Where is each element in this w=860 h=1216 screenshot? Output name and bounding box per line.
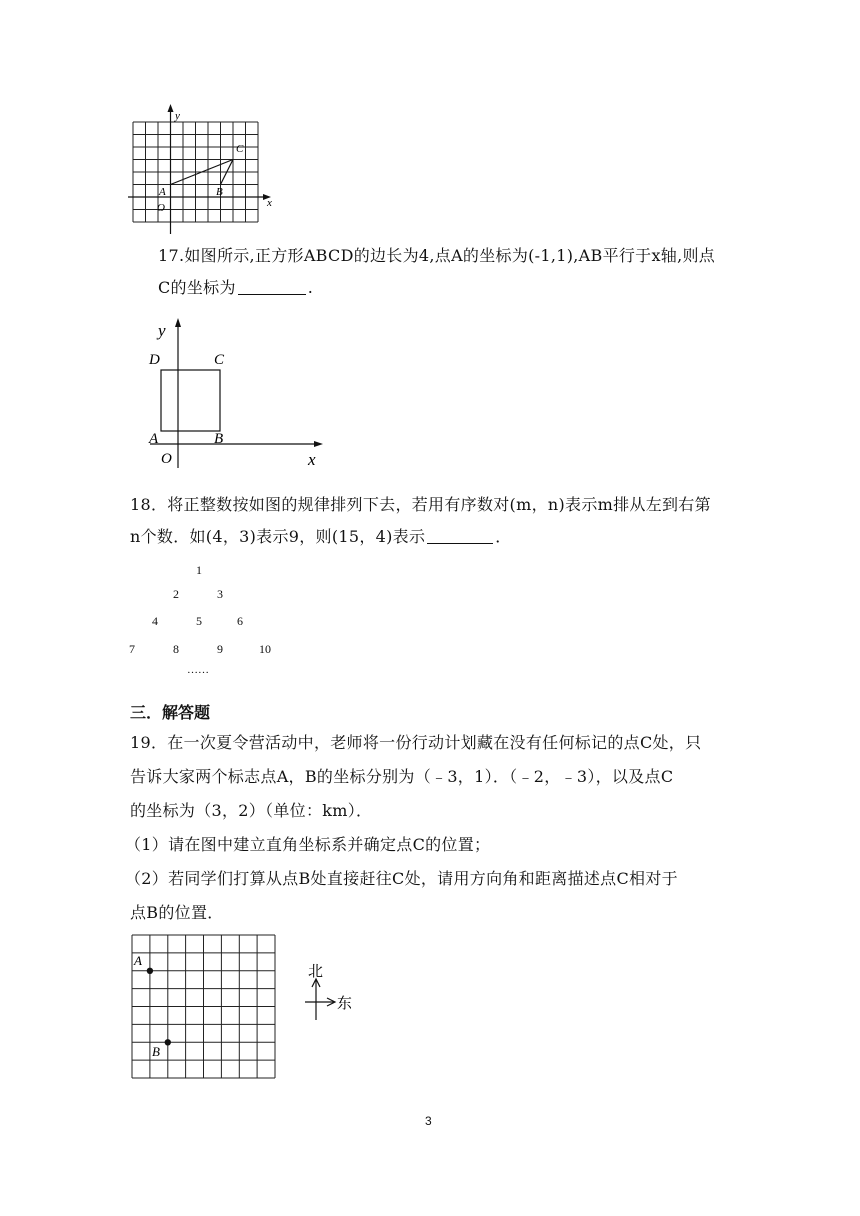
point-a-label: A: [134, 953, 142, 968]
point-d-label: D: [149, 352, 160, 368]
question-17-line1: 17.如图所示,正方形ABCD的边长为4,点A的坐标为(-1,1),AB平行于x轴,则点: [158, 246, 716, 265]
point-b-label: B: [216, 186, 223, 198]
point-c-label: C: [214, 352, 225, 368]
origin-label: O: [157, 202, 165, 214]
point-b-label: B: [214, 431, 224, 447]
triangle-number: 6: [237, 614, 243, 628]
east-label: 东: [337, 994, 353, 1012]
question-19-sub2-line2: 点B的位置．: [130, 903, 224, 922]
triangle-number: 8: [173, 642, 179, 656]
question-19-sub2-line1: （2）若同学们打算从点B处直接赶往C处，请用方向角和距离描述点C相对于: [125, 869, 678, 888]
figure-19-grid: [128, 932, 278, 1082]
question-19-line2: 告诉大家两个标志点A，B的坐标分别为（﹣3，1）．（﹣2，﹣3），以及点C: [130, 767, 674, 786]
question-19-line1: 19．在一次夏令营活动中，老师将一份行动计划藏在没有任何标记的点C处，只: [130, 733, 702, 752]
answer-blank-18[interactable]: [427, 525, 493, 544]
point-b-dot: [165, 1039, 171, 1045]
square-abcd: [161, 370, 220, 431]
x-label: x: [308, 450, 316, 469]
triangle-number: 9: [217, 642, 223, 656]
point-b-label: B: [152, 1044, 160, 1059]
number-triangle: [120, 560, 300, 690]
y-axis-arrow-icon: [168, 104, 174, 112]
point-a-label: A: [159, 186, 166, 198]
page-number: 3: [425, 1114, 432, 1128]
x-label: x: [267, 197, 272, 209]
y-label: y: [175, 110, 180, 122]
triangle-ellipsis: ……: [187, 664, 209, 676]
question-18-line1: 18．将正整数按如图的规律排列下去，若用有序数对(m，n)表示m排从左到右第: [130, 495, 711, 514]
question-19-sub1: （1）请在图中建立直角坐标系并确定点C的位置；: [125, 835, 491, 854]
north-label: 北: [308, 962, 324, 980]
point-a-dot: [147, 968, 153, 974]
x-axis-arrow-icon: [314, 441, 323, 447]
compass-icon: [298, 958, 368, 1024]
triangle-number: 1: [196, 563, 202, 577]
y-axis-arrow-icon: [175, 318, 181, 327]
figure-17-square: [140, 316, 340, 471]
point-c-label: C: [236, 143, 244, 155]
question-18-line2: n个数．如(4，3)表示9，则(15，4)表示 ．: [130, 527, 512, 546]
triangle-number: 4: [152, 614, 158, 628]
triangle-number: 3: [217, 587, 223, 601]
figure-16-grid: [128, 102, 278, 237]
origin-label: O: [161, 451, 172, 467]
triangle-number: 7: [129, 642, 135, 656]
y-label: y: [158, 321, 166, 340]
triangle-number: 2: [173, 587, 179, 601]
answer-blank-17[interactable]: [238, 276, 306, 295]
triangle-number: 5: [196, 614, 202, 628]
question-17-line2: C的坐标为 .: [158, 278, 314, 297]
section-heading: 三．解答题: [130, 703, 211, 722]
triangle-number: 10: [259, 642, 271, 656]
question-19-line3: 的坐标为（3，2）（单位：km）．: [130, 801, 373, 820]
point-a-label: A: [149, 431, 159, 447]
